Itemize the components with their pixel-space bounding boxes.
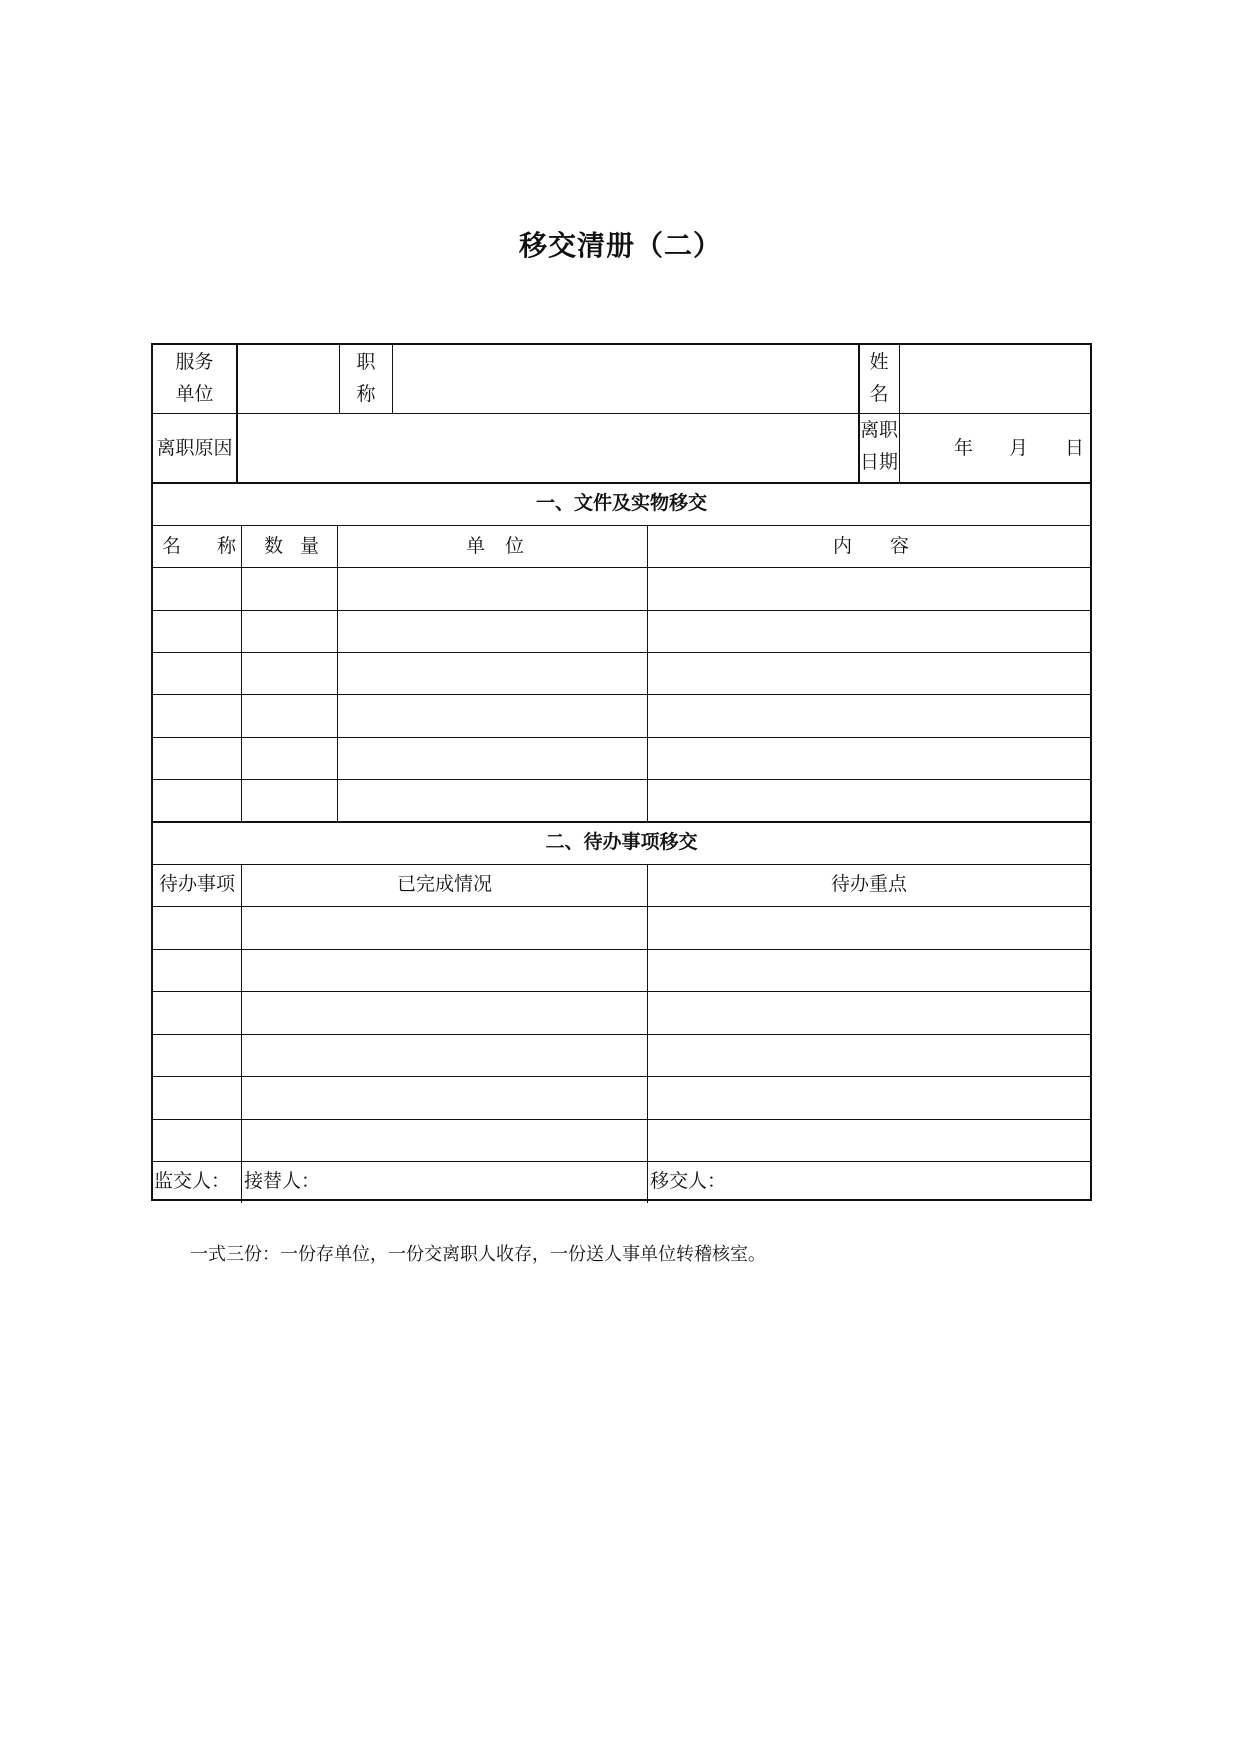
row-line	[153, 779, 1090, 780]
col-todo-focus-label: 待办重点	[830, 873, 907, 895]
row-line	[153, 482, 1090, 484]
leave-date-label-1: 离职	[859, 419, 898, 441]
row-line	[153, 525, 1090, 526]
row-line	[153, 737, 1090, 738]
row-line	[153, 864, 1090, 865]
service-unit-label-2: 单位	[175, 383, 214, 405]
col-line	[236, 345, 238, 482]
row-line	[153, 991, 1090, 992]
col-unit-label-1: 单	[466, 535, 486, 557]
col-unit-label-2: 位	[505, 535, 525, 557]
date-year: 年	[954, 437, 974, 459]
page-title: 移交清册（二）	[518, 229, 722, 262]
col-line	[337, 525, 338, 821]
leave-reason-label: 离职原因	[156, 437, 233, 459]
col-content-label-1: 内	[833, 535, 853, 557]
row-line	[153, 949, 1090, 950]
row-line	[153, 821, 1090, 823]
col-qty-label-1: 数	[264, 535, 284, 557]
copies-note: 一式三份：一份存单位，一份交离职人收存，一份送人事单位转稽核室。	[190, 1244, 766, 1265]
row-line	[153, 1119, 1090, 1120]
col-completed-label: 已完成情况	[396, 873, 492, 895]
row-line	[153, 694, 1090, 695]
name-label-2: 名	[869, 383, 889, 405]
section1-title: 一、文件及实物移交	[535, 492, 707, 514]
col-line	[241, 864, 242, 1203]
row-line	[153, 906, 1090, 907]
col-content-label-2: 容	[890, 535, 910, 557]
col-line	[241, 525, 242, 821]
date-day: 日	[1065, 437, 1085, 459]
name-label-1: 姓	[869, 351, 889, 373]
row-line	[153, 1034, 1090, 1035]
col-qty-label-2: 量	[300, 535, 320, 557]
transferor-label: 移交人：	[650, 1170, 727, 1192]
col-line	[899, 345, 900, 482]
row-line	[153, 1076, 1090, 1077]
row-line	[153, 567, 1090, 568]
leave-date-label-2: 日期	[859, 451, 898, 473]
successor-label: 接替人：	[244, 1170, 321, 1192]
col-line	[647, 525, 648, 821]
date-month: 月	[1009, 437, 1029, 459]
col-todo-item-label: 待办事项	[158, 873, 235, 895]
job-title-label-2: 称	[356, 383, 376, 405]
row-line	[153, 610, 1090, 611]
row-line	[153, 652, 1090, 653]
col-line	[392, 345, 393, 413]
row-line	[153, 413, 1090, 414]
col-line	[647, 864, 648, 1203]
job-title-label-1: 职	[356, 351, 376, 373]
col-name-label-1: 名	[162, 535, 182, 557]
service-unit-label-1: 服务	[175, 351, 214, 373]
handover-table	[151, 343, 1092, 1201]
supervisor-label: 监交人：	[154, 1170, 231, 1192]
row-line	[153, 1161, 1090, 1162]
col-name-label-2: 称	[217, 535, 237, 557]
section2-title: 二、待办事项移交	[545, 831, 698, 853]
